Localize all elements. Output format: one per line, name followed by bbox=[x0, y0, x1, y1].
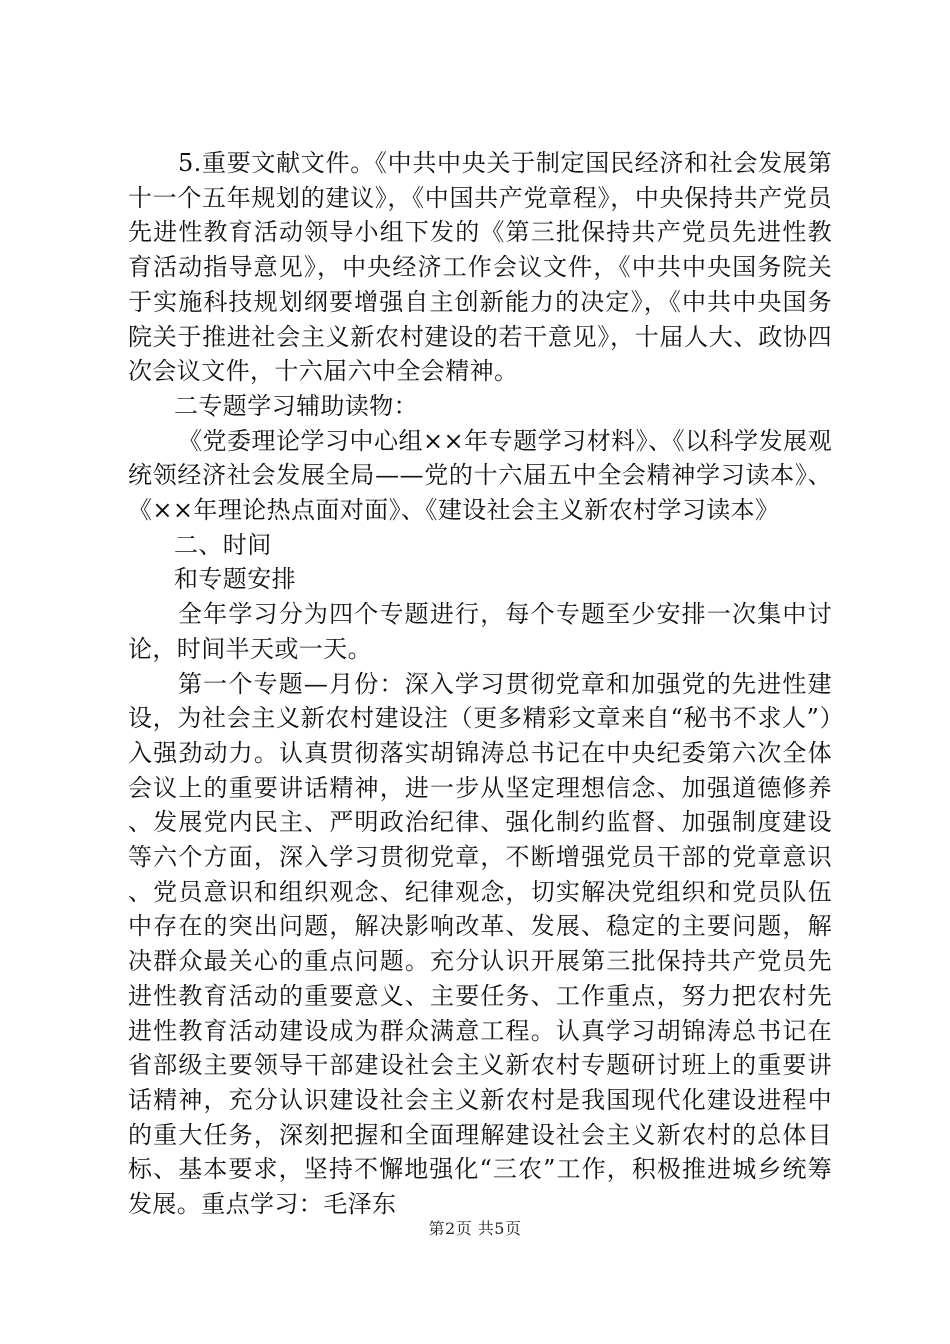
paragraph-important-documents: 5.重要文献文件。《中共中央关于制定国民经济和社会发展第十一个五年规划的建议》，《中国共产党章程》，中央保持共产党员先进性教育活动领导小组下发的《第三批保持共产党员先进性教育活动指导意见》，中央经济工作会议文件，《中共中央国务院关于实施科技规划纲要增强自主创新能力的决定》，《中共中央国务院关于推进社会主义新农村建设的若干意见》，十届人大、政协四次会议文件，十六届六中全会精神。 bbox=[128, 149, 832, 386]
paragraph-section-heading-arrangement: 和专题安排 bbox=[174, 565, 296, 594]
paragraph-section-heading-time: 二、时间 bbox=[174, 530, 272, 559]
paragraph-year-plan: 全年学习分为四个专题进行，每个专题至少安排一次集中讨论，时间半天或一天。 bbox=[128, 600, 832, 663]
paragraph-reading-list: 《党委理论学习中心组××年专题学习材料》、《以科学发展观统领经济社会发展全局——党的十六届五中全会精神学习读本》、《××年理论热点面对面》、《建设社会主义新农村学习读本》 bbox=[128, 426, 832, 525]
page-footer: 第2页 共5页 bbox=[428, 1219, 522, 1238]
document-body bbox=[128, 146, 832, 1222]
paragraph-first-topic: 第一个专题—月份：深入学习贯彻党章和加强党的先进性建设，为社会主义新农村建设注（更多精彩文章来自“秘书不求人”）入强劲动力。认真贯彻落实胡锦涛总书记在中央纪委第六次全体会议上的重要讲话精神，进一步从坚定理想信念、加强道德修养、发展党内民主、严明政治纪律、强化制约监督、加强制度建设等六个方面，深入学习贯彻党章，不断增强党员干部的党章意识、党员意识和组织观念、纪律观念，切实解决党组织和党员队伍中存在的突出问题，解决影响改革、发展、稳定的主要问题，解决群众最关心的重点问题。充分认识开展第三批保持共产党员先进性教育活动的重要意义、主要任务、工作重点，努力把农村先进性教育活动建设成为群众满意工程。认真学习胡锦涛总书记在省部级主要领导干部建设社会主义新农村专题研讨班上的重要讲话精神，充分认识建设社会主义新农村是我国现代化建设进程中的重大任务，深刻把握和全面理解建设社会主义新农村的总体目标、基本要求，坚持不懈地强化“三农”工作，积极推进城乡统筹发展。重点学习：毛泽东 bbox=[128, 669, 832, 1219]
paragraph-reading-heading: 二专题学习辅助读物： bbox=[174, 391, 418, 420]
